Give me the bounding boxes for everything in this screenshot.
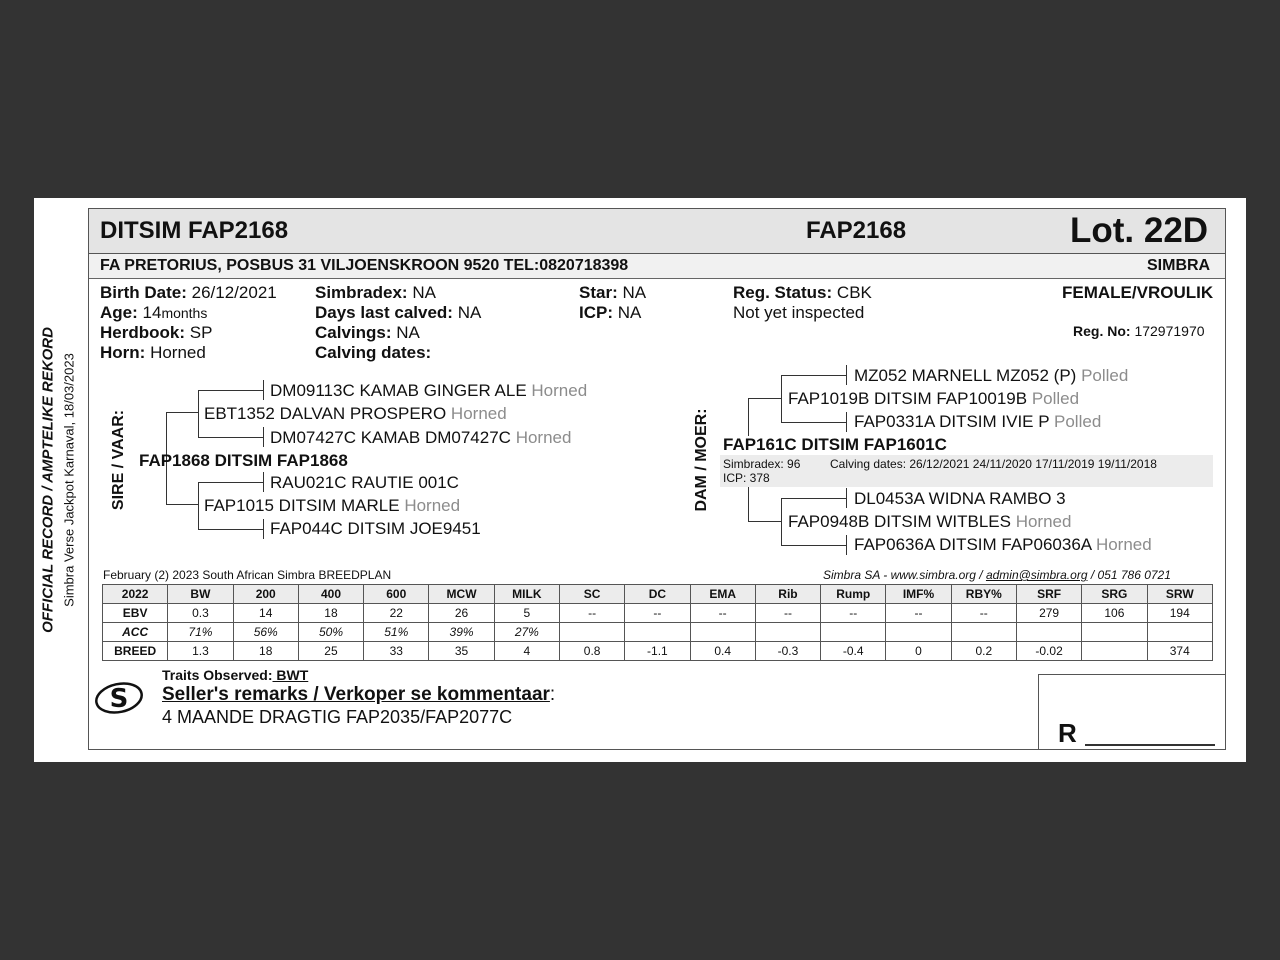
header-cell: SRW (1147, 585, 1213, 604)
acc-cell (1016, 623, 1081, 642)
acc-cell: 50% (298, 623, 363, 642)
dam-dam-dam: FAP0636A DITSIM FAP06036A Horned (854, 535, 1152, 554)
breed-cell: 25 (298, 642, 363, 661)
breeder-info: FA PRETORIUS, POSBUS 31 VILJOENSKROON 9520 TEL:0820718398 (100, 257, 629, 274)
lot-number: Lot. 22D (1070, 211, 1209, 250)
age: Age: 14months (100, 303, 208, 322)
ebv-cell: 5 (494, 604, 559, 623)
breed-cell: 1.3 (168, 642, 233, 661)
ebv-cell: 26 (429, 604, 494, 623)
acc-cell: 27% (494, 623, 559, 642)
dam-sire-dam: FAP0331A DITSIM IVIE P Polled (854, 412, 1102, 431)
header-cell: Rump (821, 585, 886, 604)
breed-cell: -0.02 (1016, 642, 1081, 661)
acc-cell: 56% (233, 623, 298, 642)
header-cell: SRG (1082, 585, 1147, 604)
acc-cell (755, 623, 820, 642)
header-cell: DC (625, 585, 690, 604)
ebv-cell: -- (951, 604, 1016, 623)
acc-cell: ACC (103, 623, 168, 642)
ebv-cell: -- (886, 604, 951, 623)
contact-email-link[interactable]: admin@simbra.org (985, 568, 1088, 582)
breed-cell: BREED (103, 642, 168, 661)
breed: SIMBRA (1147, 257, 1211, 274)
breed-cell: 4 (494, 642, 559, 661)
breed-cell: -0.3 (755, 642, 820, 661)
acc-cell: 39% (429, 623, 494, 642)
ebv-cell: EBV (103, 604, 168, 623)
price-line[interactable] (1085, 744, 1215, 746)
simbradex: Simbradex: NA (315, 283, 436, 302)
acc-cell (886, 623, 951, 642)
acc-row (103, 623, 1213, 642)
dam-name: FAP161C DITSIM FAP1601C (723, 435, 947, 454)
ebv-cell: 14 (233, 604, 298, 623)
remarks-heading: Seller's remarks / Verkoper se kommentaar: (162, 684, 556, 705)
dam-sire: FAP1019B DITSIM FAP10019B Polled (788, 389, 1080, 408)
breed-cell: 35 (429, 642, 494, 661)
ebv-cell: 0.3 (168, 604, 233, 623)
reg-no: Reg. No: 172971970 (1073, 323, 1205, 339)
ebv-cell: 279 (1016, 604, 1081, 623)
ebv-row (103, 604, 1213, 623)
header-cell: 600 (364, 585, 429, 604)
reg-status: Reg. Status: CBK (733, 283, 872, 302)
header-cell: RBY% (951, 585, 1016, 604)
sire-sire: EBT1352 DALVAN PROSPERO Horned (204, 404, 507, 423)
breed-cell: 0 (886, 642, 951, 661)
sire-name: FAP1868 DITSIM FAP1868 (139, 451, 348, 470)
breed-cell (1082, 642, 1147, 661)
header-cell: SRF (1016, 585, 1081, 604)
calving-dates-label: Calving dates: (315, 343, 432, 362)
ebv-cell: -- (755, 604, 820, 623)
herdbook: Herdbook: SP (100, 323, 213, 342)
header-cell: 200 (233, 585, 298, 604)
breed-cell: -0.4 (821, 642, 886, 661)
price-label: R (1058, 718, 1077, 748)
breedplan-contact: Simbra SA - www.simbra.org / admin@simbra.org / 051 786 0721 (823, 568, 1171, 582)
ebv-cell: -- (625, 604, 690, 623)
ebv-cell: 18 (298, 604, 363, 623)
acc-cell (690, 623, 755, 642)
icp: ICP: NA (579, 303, 642, 322)
breed-cell: 0.2 (951, 642, 1016, 661)
header-cell: IMF% (886, 585, 951, 604)
ebv-cell: -- (559, 604, 624, 623)
sire-dam: FAP1015 DITSIM MARLE Horned (204, 496, 461, 515)
acc-cell (625, 623, 690, 642)
dam-simbradex: Simbradex: 96 (723, 457, 801, 471)
ebv-cell: 22 (364, 604, 429, 623)
ebv-cell: -- (690, 604, 755, 623)
ebv-table (102, 584, 1213, 661)
breed-cell: 374 (1147, 642, 1213, 661)
header-cell: 400 (298, 585, 363, 604)
sire-sire-dam: DM07427C KAMAB DM07427C Horned (270, 428, 572, 447)
dam-dam-sire: DL0453A WIDNA RAMBO 3 (854, 489, 1066, 508)
header-cell: Rib (755, 585, 820, 604)
sire-sire-sire: DM09113C KAMAB GINGER ALE Horned (270, 381, 588, 400)
calvings: Calvings: NA (315, 323, 420, 342)
sire-dam-dam: FAP044C DITSIM JOE9451 (270, 519, 481, 538)
header-cell: EMA (690, 585, 755, 604)
star: Star: NA (579, 283, 647, 302)
breed-cell: 0.4 (690, 642, 755, 661)
birth-date: Birth Date: 26/12/2021 (100, 283, 277, 302)
simbra-s-logo-icon (94, 680, 144, 716)
logo-letter: S (109, 684, 129, 714)
inspection-status: Not yet inspected (733, 303, 865, 322)
animal-id: FAP2168 (806, 217, 907, 244)
acc-cell (821, 623, 886, 642)
ebv-cell: 106 (1082, 604, 1147, 623)
sire-label: SIRE / VAAR: (110, 409, 127, 511)
days-last-calved: Days last calved: NA (315, 303, 482, 322)
acc-cell: 71% (168, 623, 233, 642)
breed-cell: 0.8 (559, 642, 624, 661)
horn-status: Horn: Horned (100, 343, 206, 362)
breedplan-title: February (2) 2023 South African Simbra BREEDPLAN (103, 568, 392, 582)
acc-cell: 51% (364, 623, 429, 642)
traits-observed: Traits Observed: BWT (162, 667, 309, 683)
sex: FEMALE/VROULIK (1062, 283, 1214, 302)
sire-dam-sire: RAU021C RAUTIE 001C (270, 473, 459, 492)
event-label: Simbra Verse Jackpot Karnaval, 18/03/2023 (61, 353, 77, 607)
breed-cell: 33 (364, 642, 429, 661)
dam-dam: FAP0948B DITSIM WITBLES Horned (788, 512, 1072, 531)
header-cell: MCW (429, 585, 494, 604)
dam-icp: ICP: 378 (723, 471, 770, 485)
header-cell: SC (559, 585, 624, 604)
header-cell: BW (168, 585, 233, 604)
ebv-cell: 194 (1147, 604, 1213, 623)
dam-sire-sire: MZ052 MARNELL MZ052 (P) Polled (854, 366, 1129, 385)
ebv-header-row (103, 585, 1213, 604)
acc-cell (1147, 623, 1213, 642)
acc-cell (559, 623, 624, 642)
breed-cell: -1.1 (625, 642, 690, 661)
animal-name: DITSIM FAP2168 (100, 217, 289, 244)
header-cell: MILK (494, 585, 559, 604)
header-cell: 2022 (103, 585, 168, 604)
ebv-cell: -- (821, 604, 886, 623)
dam-calving-dates: Calving dates: 26/12/2021 24/11/2020 17/11/2019 19/11/2018 (830, 457, 1157, 471)
seller-remarks: 4 MAANDE DRAGTIG FAP2035/FAP2077C (162, 707, 513, 727)
official-record-label: OFFICIAL RECORD / AMPTELIKE REKORD (39, 327, 57, 633)
acc-cell (951, 623, 1016, 642)
dam-label: DAM / MOER: (693, 408, 710, 512)
acc-cell (1082, 623, 1147, 642)
breed-cell: 18 (233, 642, 298, 661)
breed-row (103, 642, 1213, 661)
